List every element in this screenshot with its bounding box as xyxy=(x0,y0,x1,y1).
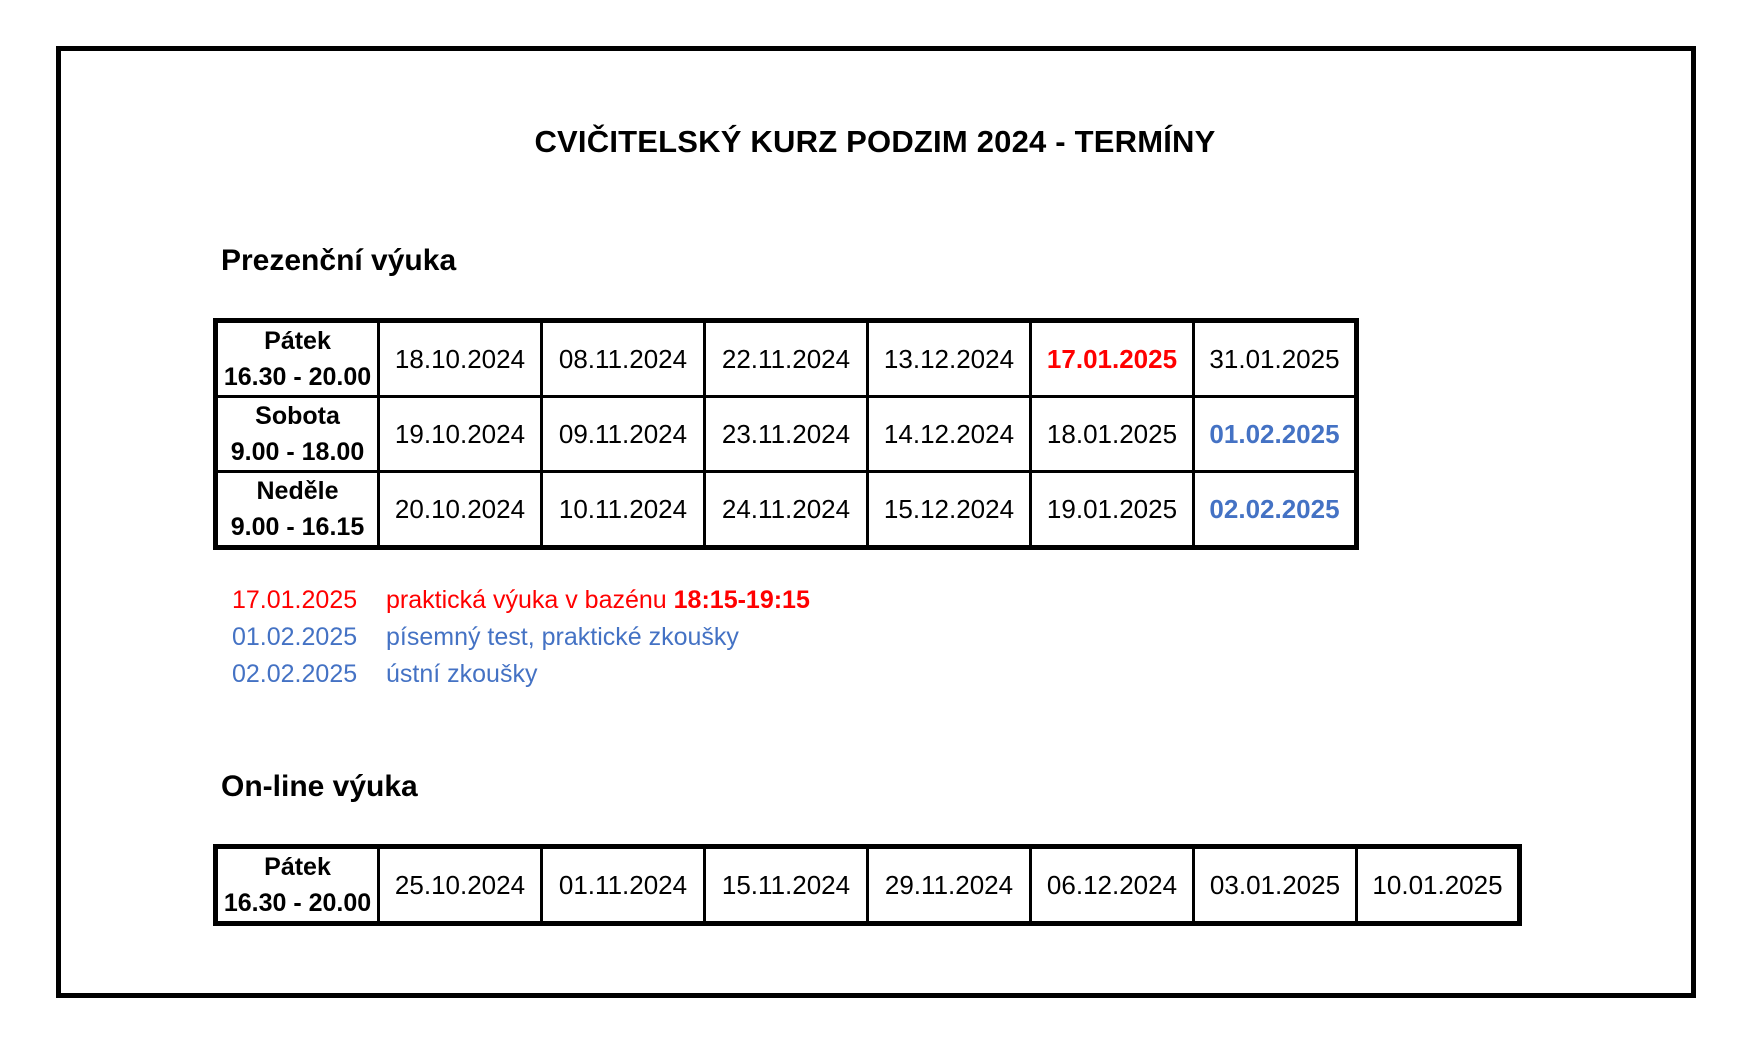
date-cell: 29.11.2024 xyxy=(868,847,1031,924)
notes-list xyxy=(232,582,810,693)
date-cell-highlight-red: 17.01.2025 xyxy=(1031,321,1194,397)
time-label: 16.30 - 20.00 xyxy=(223,363,372,391)
note-text: praktická výuka v bazénu xyxy=(386,586,674,614)
day-cell xyxy=(216,321,379,397)
day-label: Pátek xyxy=(264,853,331,881)
date-cell: 14.12.2024 xyxy=(868,397,1031,472)
section-heading-prezencni: Prezenční výuka xyxy=(221,244,457,277)
date-cell: 06.12.2024 xyxy=(1031,847,1194,924)
schedule-table-online xyxy=(213,844,1522,926)
date-cell: 23.11.2024 xyxy=(705,397,868,472)
time-label: 9.00 - 16.15 xyxy=(230,513,365,541)
date-cell: 01.11.2024 xyxy=(542,847,705,924)
note-item xyxy=(232,656,810,693)
note-item xyxy=(232,619,810,656)
date-cell: 13.12.2024 xyxy=(868,321,1031,397)
date-cell: 22.11.2024 xyxy=(705,321,868,397)
table-row xyxy=(216,397,1357,472)
note-date: 02.02.2025 xyxy=(232,660,358,688)
day-label: Sobota xyxy=(255,402,340,430)
note-text: ústní zkoušky xyxy=(386,660,538,688)
date-cell-highlight-blue: 01.02.2025 xyxy=(1194,397,1357,472)
date-cell: 10.01.2025 xyxy=(1357,847,1520,924)
table-row xyxy=(216,847,1520,924)
day-cell xyxy=(216,397,379,472)
date-cell: 19.01.2025 xyxy=(1031,472,1194,548)
note-item xyxy=(232,582,810,619)
date-cell: 25.10.2024 xyxy=(379,847,542,924)
note-text: písemný test, praktické zkoušky xyxy=(386,623,739,651)
note-date: 17.01.2025 xyxy=(232,586,358,614)
day-cell xyxy=(216,847,379,924)
date-cell: 09.11.2024 xyxy=(542,397,705,472)
time-label: 16.30 - 20.00 xyxy=(223,889,372,917)
day-label: Neděle xyxy=(256,477,339,505)
page-title: CVIČITELSKÝ KURZ PODZIM 2024 - TERMÍNY xyxy=(534,124,1216,159)
date-cell: 31.01.2025 xyxy=(1194,321,1357,397)
day-cell xyxy=(216,472,379,548)
section-heading-online: On-line výuka xyxy=(221,770,418,803)
table-row xyxy=(216,472,1357,548)
date-cell: 18.10.2024 xyxy=(379,321,542,397)
date-cell: 24.11.2024 xyxy=(705,472,868,548)
time-label: 9.00 - 18.00 xyxy=(230,438,365,466)
date-cell: 20.10.2024 xyxy=(379,472,542,548)
day-label: Pátek xyxy=(264,327,331,355)
note-date: 01.02.2025 xyxy=(232,623,358,651)
date-cell: 10.11.2024 xyxy=(542,472,705,548)
date-cell: 15.11.2024 xyxy=(705,847,868,924)
date-cell: 08.11.2024 xyxy=(542,321,705,397)
date-cell: 15.12.2024 xyxy=(868,472,1031,548)
date-cell: 19.10.2024 xyxy=(379,397,542,472)
date-cell-highlight-blue: 02.02.2025 xyxy=(1194,472,1357,548)
date-cell: 03.01.2025 xyxy=(1194,847,1357,924)
table-row xyxy=(216,321,1357,397)
note-time: 18:15-19:15 xyxy=(673,586,810,614)
date-cell: 18.01.2025 xyxy=(1031,397,1194,472)
schedule-table-prezencni xyxy=(213,318,1359,550)
